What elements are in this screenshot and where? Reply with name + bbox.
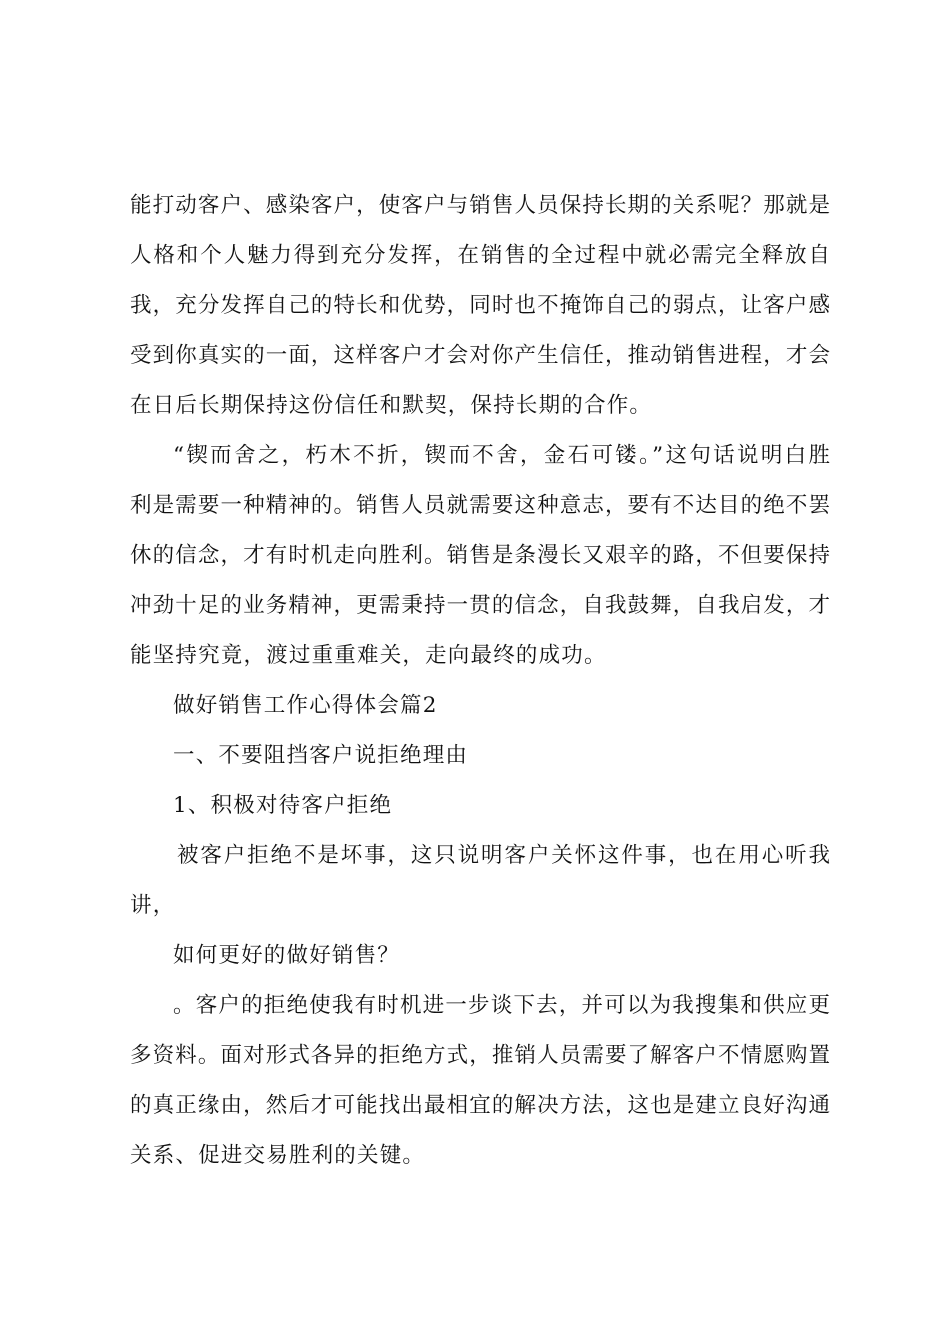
paragraph-4-line-3: 的真正缘由，然后才可能找出最相宜的解决方法，这也是建立良好沟通 <box>130 1093 830 1118</box>
question-line: 如何更好的做好销售？ <box>173 943 401 968</box>
paragraph-3-line-2: 讲， <box>130 893 176 918</box>
paragraph-2-line-3: 休的信念，才有时机走向胜利。销售是条漫长又艰辛的路，不但要保持 <box>130 543 830 568</box>
paragraph-2-line-2: 利是需要一种精神的。销售人员就需要这种意志，要有不达目的绝不罢 <box>130 493 830 518</box>
paragraph-4-line-4: 关系、促进交易胜利的关键。 <box>130 1143 426 1168</box>
paragraph-4-line-2: 多资料。面对形式各异的拒绝方式，推销人员需要了解客户不情愿购置 <box>130 1043 830 1068</box>
paragraph-4-line-1: 。客户的拒绝使我有时机进一步谈下去，并可以为我搜集和供应更 <box>173 993 830 1018</box>
paragraph-1-line-3: 我，充分发挥自己的特长和优势，同时也不掩饰自己的弱点，让客户感 <box>130 293 830 318</box>
section-title: 做好销售工作心得体会篇2 <box>173 693 438 718</box>
paragraph-2-line-4: 冲劲十足的业务精神，更需秉持一贯的信念，自我鼓舞，自我启发，才 <box>130 593 830 618</box>
heading-2: 1、积极对待客户拒绝 <box>173 793 393 818</box>
paragraph-2-line-5: 能坚持究竟，渡过重重难关，走向最终的成功。 <box>130 643 607 668</box>
paragraph-2-line-1: “锲而舍之，朽木不折，锲而不舍，金石可镂。”这句话说明白胜 <box>173 443 830 468</box>
paragraph-1-line-2: 人格和个人魅力得到充分发挥，在销售的全过程中就必需完全释放自 <box>130 243 830 268</box>
paragraph-1-line-1: 能打动客户、感染客户，使客户与销售人员保持长期的关系呢？那就是 <box>130 193 830 218</box>
paragraph-1-line-4: 受到你真实的一面，这样客户才会对你产生信任，推动销售进程，才会 <box>130 343 830 368</box>
paragraph-3-line-1: 被客户拒绝不是坏事，这只说明客户关怀这件事，也在用心听我 <box>177 843 830 868</box>
paragraph-1-line-5: 在日后长期保持这份信任和默契，保持长期的合作。 <box>130 393 653 418</box>
heading-1: 一、不要阻挡客户说拒绝理由 <box>173 743 469 768</box>
